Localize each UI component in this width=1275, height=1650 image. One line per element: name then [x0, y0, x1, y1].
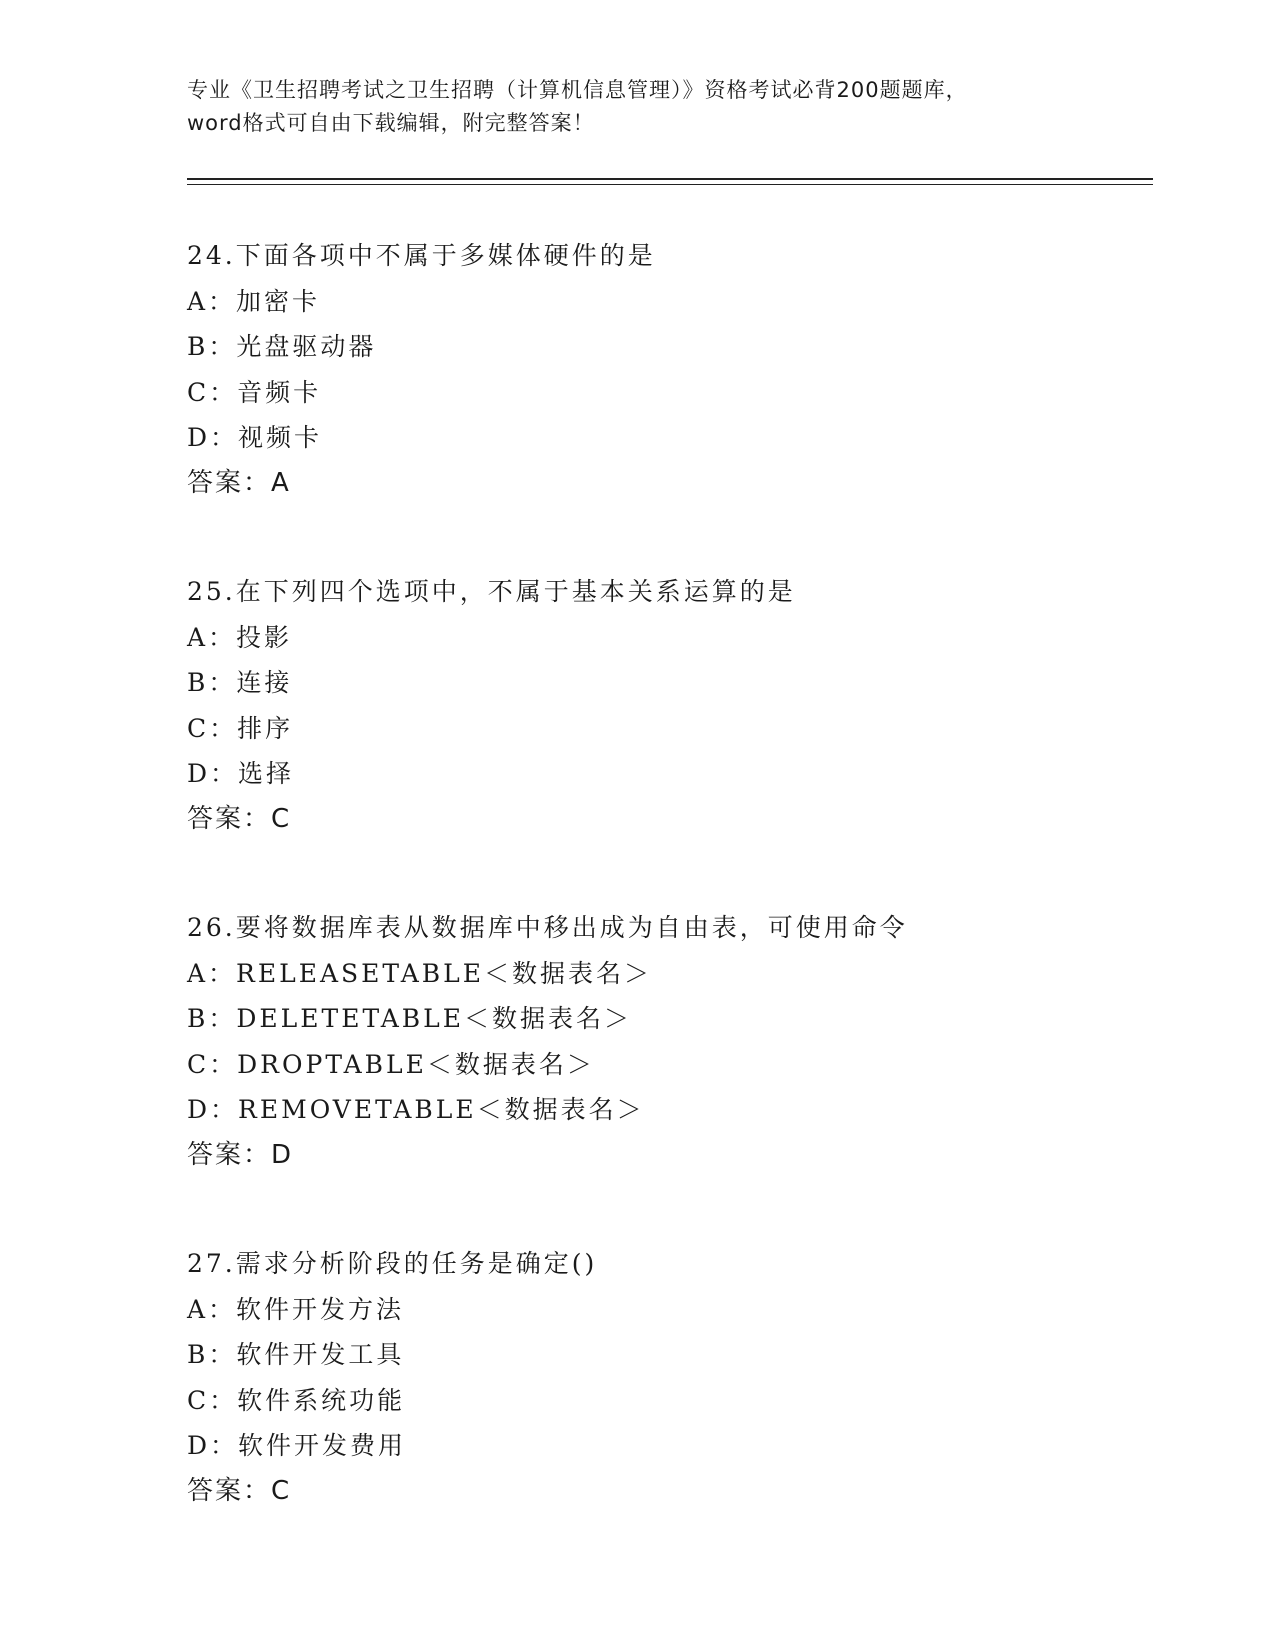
option-d: D：软件开发费用: [187, 1431, 407, 1460]
header-line-1: 专业《卫生招聘考试之卫生招聘（计算机信息管理）》资格考试必背200题题库，: [187, 78, 968, 102]
answer-label: 答案：A: [187, 467, 291, 498]
option-a: A：RELEASETABLE＜数据表名＞: [187, 958, 652, 988]
header-line-2: word格式可自由下载编辑，附完整答案！: [187, 111, 595, 135]
option-a: A：加密卡: [187, 286, 321, 316]
option-c: C：软件系统功能: [187, 1385, 406, 1415]
option-a: A：软件开发方法: [187, 1294, 405, 1324]
question-list: [187, 233, 1107, 1577]
answer-label: 答案：D: [187, 1139, 294, 1170]
question-27: [187, 1241, 1107, 1514]
option-c: C：DROPTABLE＜数据表名＞: [187, 1049, 595, 1079]
question-stem: 25.在下列四个选项中，不属于基本关系运算的是: [187, 577, 796, 606]
option-b: B：光盘驱动器: [187, 332, 377, 361]
option-a: A：投影: [187, 622, 293, 652]
option-b: B：DELETETABLE＜数据表名＞: [187, 1004, 633, 1033]
option-c: C：排序: [187, 713, 294, 743]
question-26: [187, 905, 1107, 1178]
option-b: B：连接: [187, 668, 293, 697]
question-stem: 27.需求分析阶段的任务是确定(): [187, 1249, 598, 1278]
question-stem: 24.下面各项中不属于多媒体硬件的是: [187, 241, 656, 270]
option-b: B：软件开发工具: [187, 1340, 405, 1369]
option-c: C：音频卡: [187, 377, 322, 407]
option-d: D：视频卡: [187, 423, 323, 452]
option-d: D：REMOVETABLE＜数据表名＞: [187, 1095, 645, 1124]
answer-label: 答案：C: [187, 803, 292, 834]
document-header: [187, 74, 1107, 140]
header-divider-thin: [187, 184, 1153, 185]
answer-label: 答案：C: [187, 1475, 292, 1506]
question-stem: 26.要将数据库表从数据库中移出成为自由表，可使用命令: [187, 913, 908, 942]
header-divider-thick: [187, 178, 1153, 180]
option-d: D：选择: [187, 759, 295, 788]
question-25: [187, 569, 1107, 842]
question-24: [187, 233, 1107, 506]
